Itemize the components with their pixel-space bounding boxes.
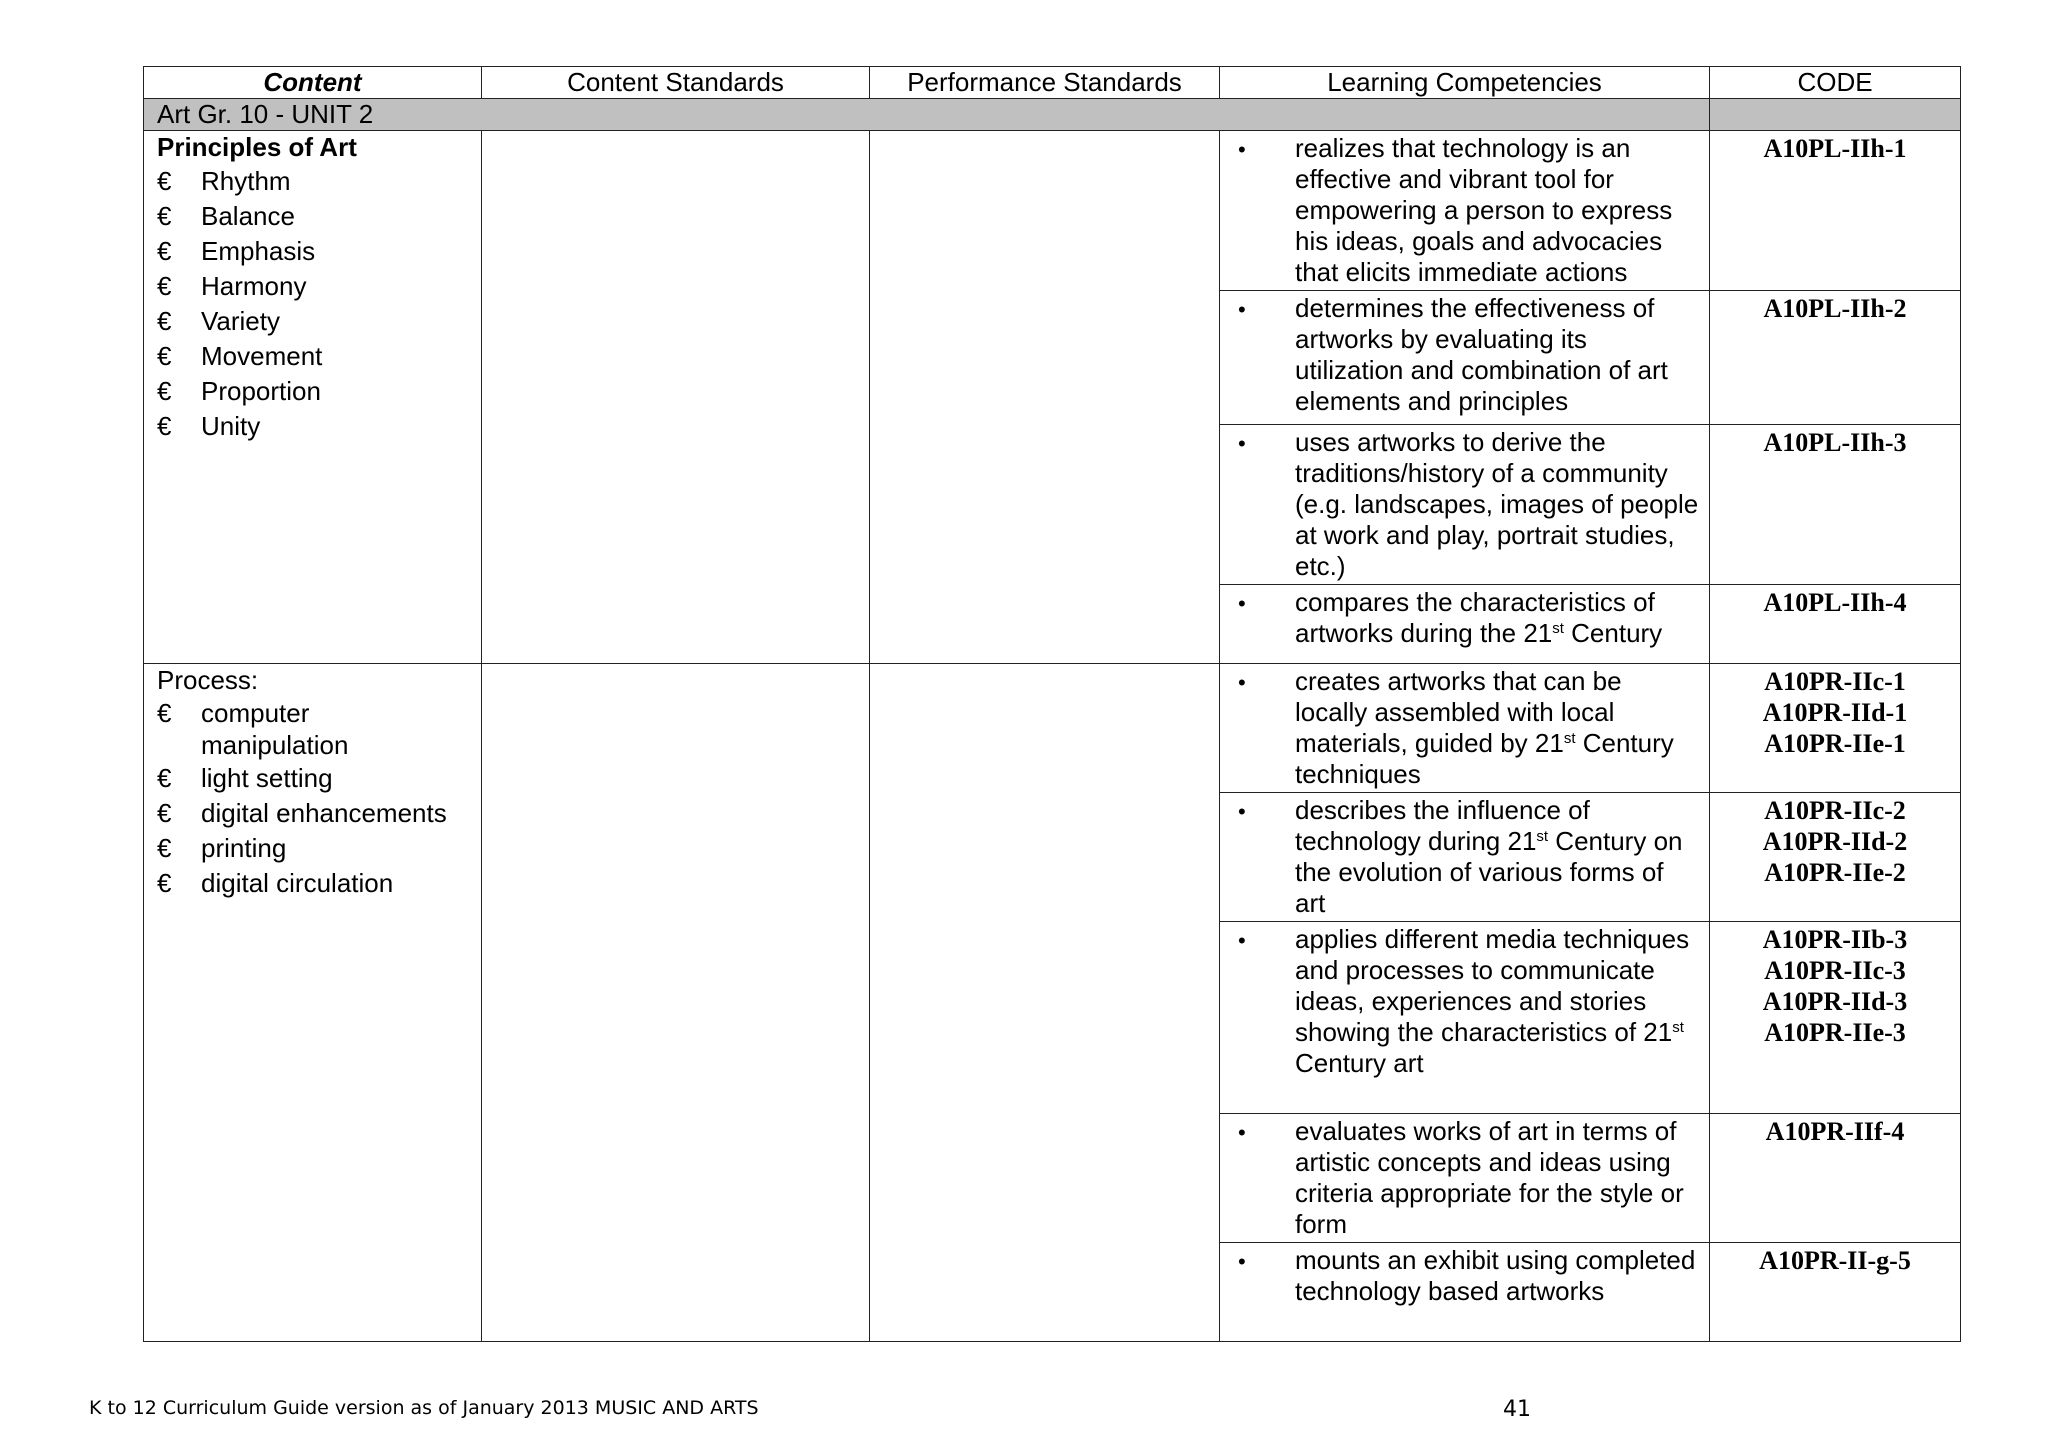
competency-cell: • compares the characteristics of artworks during the 21st Century xyxy=(1220,585,1710,664)
unit-row xyxy=(144,99,1961,131)
content-cell-principles xyxy=(144,131,482,664)
list-item: € Balance xyxy=(157,199,481,234)
euro-bullet-icon: € xyxy=(157,376,172,406)
competency-cell: • creates artworks that can be locally assembled with local materials, guided by 21st Century techniques xyxy=(1220,664,1710,793)
list-item: € Proportion xyxy=(157,374,481,409)
principles-list xyxy=(157,164,481,444)
euro-bullet-icon: € xyxy=(157,763,172,793)
bullet-icon: • xyxy=(1238,1249,1246,1274)
bullet-icon: • xyxy=(1238,1120,1246,1145)
performance-standards-cell xyxy=(870,131,1220,664)
euro-bullet-icon: € xyxy=(157,798,172,828)
list-item: € light setting xyxy=(157,761,481,796)
header-content: Content xyxy=(144,67,482,99)
list-item: € computer manipulation xyxy=(157,698,349,760)
euro-bullet-icon: € xyxy=(157,341,172,371)
code-cell: A10PR-IIb-3 A10PR-IIc-3 A10PR-IId-3 A10PR-IIe-3 xyxy=(1710,922,1961,1114)
list-item: € Harmony xyxy=(157,269,481,304)
bullet-icon: • xyxy=(1238,928,1246,953)
section-title: Process: xyxy=(157,665,259,695)
code-cell: A10PL-IIh-3 xyxy=(1710,425,1961,585)
code-cell: A10PL-IIh-4 xyxy=(1710,585,1961,664)
header-code: CODE xyxy=(1710,67,1961,99)
euro-bullet-icon: € xyxy=(157,833,172,863)
table-row xyxy=(144,131,1961,291)
competency-cell: • realizes that technology is an effective and vibrant tool for empowering a person to express his ideas, goals and advocacies that elicits immediate actions xyxy=(1220,131,1710,291)
page-number: 41 xyxy=(1503,1397,1531,1422)
section-title: Principles of Art xyxy=(157,132,357,162)
list-item: € digital circulation xyxy=(157,866,481,901)
code-cell: A10PR-IIc-2 A10PR-IId-2 A10PR-IIe-2 xyxy=(1710,793,1961,922)
bullet-icon: • xyxy=(1238,431,1246,456)
unit-code-cell xyxy=(1710,99,1961,131)
list-item: € Unity xyxy=(157,409,481,444)
footer-text: K to 12 Curriculum Guide version as of January 2013 MUSIC AND ARTS xyxy=(89,1397,759,1419)
list-item: € Emphasis xyxy=(157,234,481,269)
code-cell: A10PR-IIc-1 A10PR-IId-1 A10PR-IIe-1 xyxy=(1710,664,1961,793)
competency-cell: • evaluates works of art in terms of artistic concepts and ideas using criteria appropriate for the style or form xyxy=(1220,1114,1710,1243)
code-cell: A10PL-IIh-1 xyxy=(1710,131,1961,291)
header-content-standards: Content Standards xyxy=(482,67,870,99)
unit-label: Art Gr. 10 - UNIT 2 xyxy=(144,99,1710,131)
bullet-icon: • xyxy=(1238,591,1246,616)
performance-standards-cell xyxy=(870,664,1220,1342)
code-cell: A10PR-II-g-5 xyxy=(1710,1243,1961,1342)
euro-bullet-icon: € xyxy=(157,166,172,196)
list-item: € digital enhancements xyxy=(157,796,481,831)
list-item: € Rhythm xyxy=(157,164,481,199)
euro-bullet-icon: € xyxy=(157,698,172,728)
list-item: € Variety xyxy=(157,304,481,339)
bullet-icon: • xyxy=(1238,670,1246,695)
euro-bullet-icon: € xyxy=(157,201,172,231)
table-row xyxy=(144,664,1961,793)
bullet-icon: • xyxy=(1238,137,1246,162)
euro-bullet-icon: € xyxy=(157,236,172,266)
competency-cell: • uses artworks to derive the traditions/history of a community (e.g. landscapes, images of people at work and play, portrait studies, etc.) xyxy=(1220,425,1710,585)
euro-bullet-icon: € xyxy=(157,306,172,336)
euro-bullet-icon: € xyxy=(157,411,172,441)
competency-cell: • mounts an exhibit using completed technology based artworks xyxy=(1220,1243,1710,1342)
content-standards-cell xyxy=(482,664,870,1342)
header-performance-standards: Performance Standards xyxy=(870,67,1220,99)
bullet-icon: • xyxy=(1238,297,1246,322)
code-cell: A10PL-IIh-2 xyxy=(1710,291,1961,425)
list-item: € Movement xyxy=(157,339,481,374)
competency-cell: • describes the influence of technology during 21st Century on the evolution of various forms of art xyxy=(1220,793,1710,922)
curriculum-table xyxy=(143,66,1961,1342)
competency-cell: • determines the effectiveness of artworks by evaluating its utilization and combination of art elements and principles xyxy=(1220,291,1710,425)
header-learning-competencies: Learning Competencies xyxy=(1220,67,1710,99)
content-standards-cell xyxy=(482,131,870,664)
code-cell: A10PR-IIf-4 xyxy=(1710,1114,1961,1243)
content-cell-process xyxy=(144,664,482,1342)
euro-bullet-icon: € xyxy=(157,271,172,301)
euro-bullet-icon: € xyxy=(157,868,172,898)
list-item: € printing xyxy=(157,831,481,866)
bullet-icon: • xyxy=(1238,799,1246,824)
process-list xyxy=(157,697,481,901)
header-row xyxy=(144,67,1961,99)
competency-cell: • applies different media techniques and processes to communicate ideas, experiences and stories showing the characteristics of 21st Century art xyxy=(1220,922,1710,1114)
